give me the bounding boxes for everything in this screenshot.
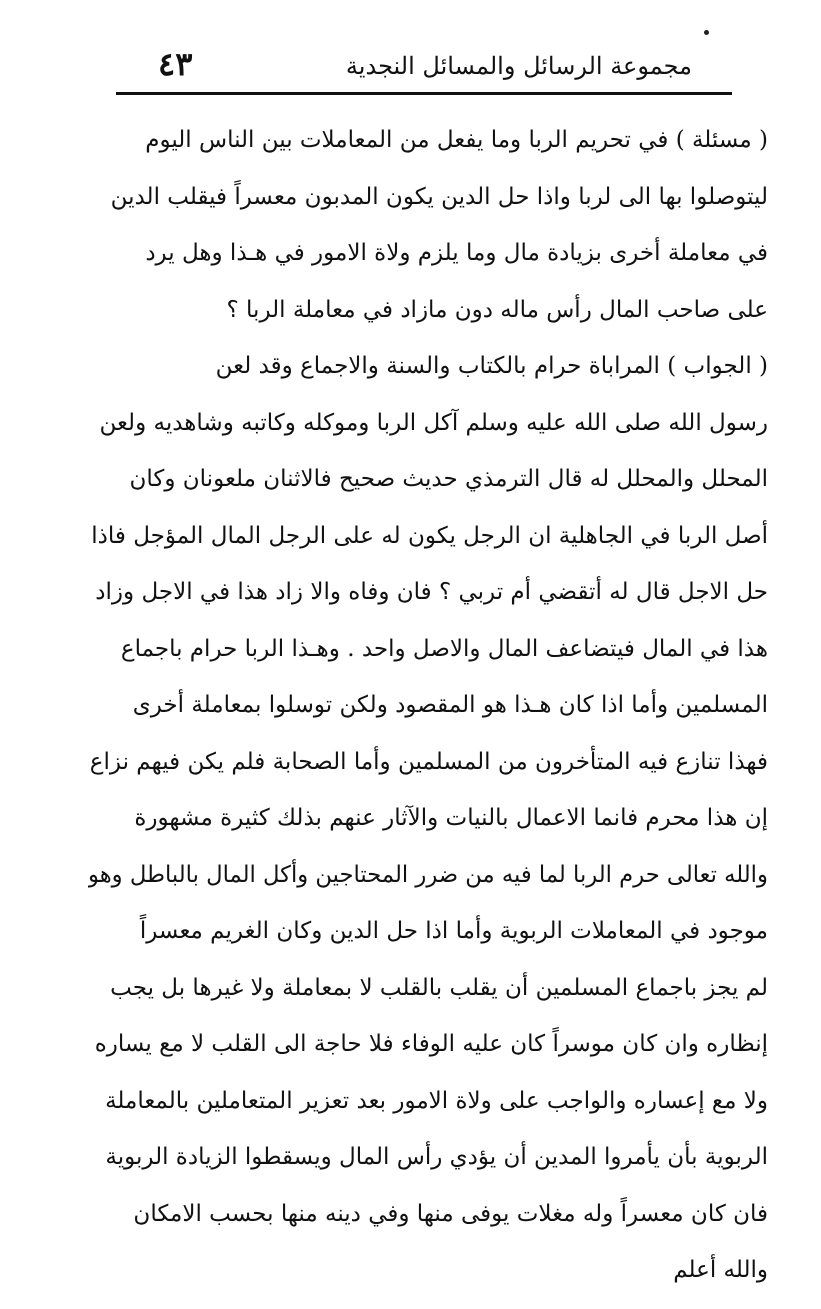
text-line: المسلمين وأما اذا كان هـذا هو المقصود ولكن توسلوا بمعاملة أخرى	[132, 692, 768, 718]
text-line: الربوية بأن يأمروا المدين أن يؤدي رأس المال ويسقطوا الزيادة الربوية	[105, 1144, 768, 1170]
ink-speck	[704, 30, 709, 35]
text-line: في معاملة أخرى بزيادة مال وما يلزم ولاة الامور في هـذا وهل يرد	[145, 240, 768, 266]
text-line: موجود في المعاملات الربوية وأما اذا حل الدين وكان الغريم معسراً	[139, 918, 768, 944]
text-line: هذا في المال فيتضاعف المال والاصل واحد . وهـذا الربا حرام باجماع	[120, 635, 768, 662]
text-line: إن هذا محرم فانما الاعمال بالنيات والآثار عنهم بذلك كثيرة مشهورة	[134, 805, 768, 831]
text-line: فان كان معسراً وله مغلات يوفى منها وفي دينه منها بحسب الامكان	[133, 1200, 768, 1227]
text-line: رسول الله صلى الله عليه وسلم آكل الربا وموكله وكاتبه وشاهديه ولعن	[99, 409, 768, 436]
text-line: ( مسئلة ) في تحريم الربا وما يفعل من المعاملات بين الناس اليوم	[145, 127, 768, 153]
page-header	[118, 38, 708, 92]
text-line: المحلل والمحلل له قال الترمذي حديث صحيح فالاثنان ملعونان وكان	[129, 466, 768, 492]
text-line: والله أعلم	[673, 1257, 768, 1283]
text-line: على صاحب المال رأس ماله دون مازاد في معاملة الربا ؟	[226, 296, 768, 323]
text-line: فهذا تنازع فيه المتأخرون من المسلمين وأما الصحابة فلم يكن فيهم نزاع	[89, 748, 768, 775]
header-rule	[116, 92, 732, 95]
text-line: لم يجز باجماع المسلمين أن يقلب بالقلب لا بمعاملة ولا غيرها بل يجب	[110, 974, 768, 1001]
text-line: والله تعالى حرم الربا لما فيه من ضرر المحتاجين وأكل المال بالباطل وهو	[88, 861, 768, 888]
text-line: أصل الربا في الجاهلية ان الرجل يكون له على الرجل المال المؤجل فاذا	[91, 522, 768, 549]
text-line: إنظاره وان كان موسراً كان عليه الوفاء فلا حاجة الى القلب لا مع يساره	[94, 1031, 768, 1057]
text-line: حل الاجل قال له أتقضي أم تربي ؟ فان وفاه والا زاد هذا في الاجل وزاد	[95, 579, 768, 605]
text-line: ( الجواب ) المراباة حرام بالكتاب والسنة والاجماع وقد لعن	[215, 353, 768, 379]
running-title: مجموعة الرسائل والمسائل النجدية	[345, 52, 692, 80]
body-text	[88, 112, 768, 1299]
page-number: ٤٣	[158, 45, 193, 83]
text-line: ليتوصلوا بها الى لربا واذا حل الدين يكون المدبون معسراً فيقلب الدين	[110, 183, 768, 210]
text-line: ولا مع إعساره والواجب على ولاة الامور بعد تعزير المتعاملين بالمعاملة	[105, 1087, 768, 1114]
